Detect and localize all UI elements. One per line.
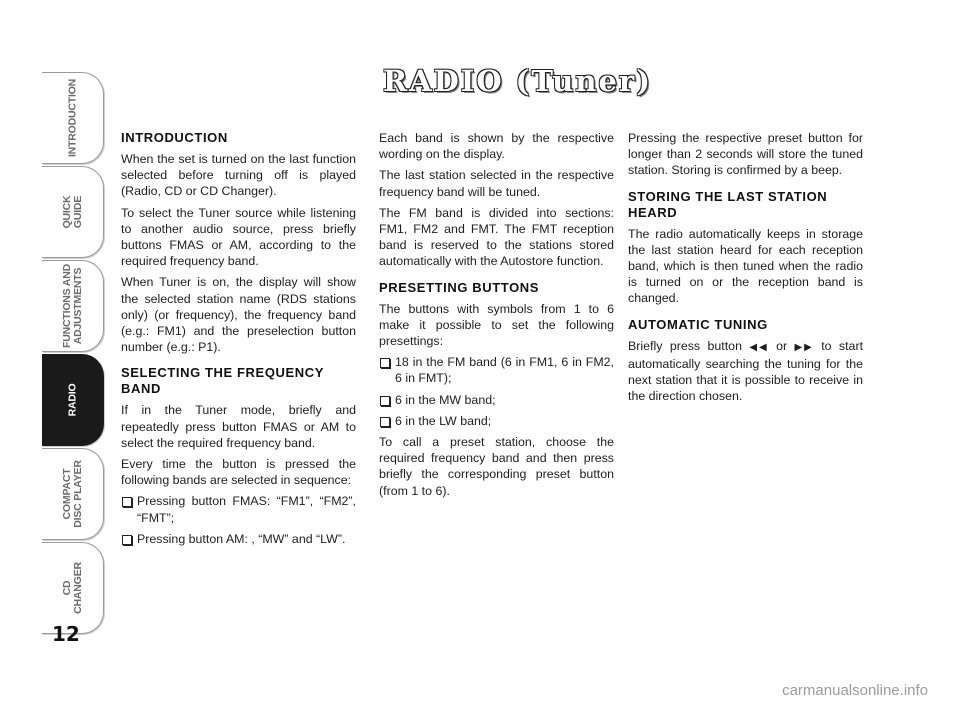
list-item-text: 6 in the MW band; — [395, 392, 496, 407]
paragraph: If in the Tuner mode, briefly and repeatedly press button FMAS or AM to select the required frequency band. — [121, 403, 356, 450]
list-item-text: Pressing button FMAS: “FM1”, “FM2”, “FMT”; — [137, 494, 356, 525]
text: or — [776, 338, 788, 353]
list-item-text: 6 in the LW band; — [395, 413, 492, 428]
checkbox-bullet-icon — [380, 396, 390, 406]
paragraph: When the set is turned on the last function selected before turning off is played (Radio, CD or CD Changer). — [121, 152, 356, 199]
tab-functions-and-adjustments[interactable] — [42, 260, 104, 352]
list-item — [121, 531, 356, 547]
paragraph: Every time the button is pressed the following bands are selected in sequence: — [121, 457, 356, 488]
tab-introduction[interactable] — [42, 72, 104, 164]
text: Briefly press button — [628, 338, 742, 353]
list-item-text: Pressing button AM: , “MW” and “LW”. — [137, 531, 346, 546]
paragraph: Each band is shown by the respective wording on the display. — [379, 131, 614, 162]
seek-back-icon: ◀◀ — [749, 341, 769, 353]
heading-storing-last-station: STORING THE LAST STATION HEARD — [628, 188, 828, 220]
column-3 — [628, 130, 863, 409]
heading-automatic-tuning: AUTOMATIC TUNING — [628, 316, 768, 332]
tab-compact-disc-player[interactable] — [42, 448, 104, 540]
tab-label: RADIO — [66, 383, 78, 417]
checkbox-bullet-icon — [380, 358, 390, 368]
paragraph: The buttons with symbols from 1 to 6 make it possible to set the following presettings: — [379, 301, 614, 349]
paragraph: The radio automatically keeps in storage the last station heard for each reception band, which is then tuned when the radio is turned on or the reception band is changed. — [628, 226, 863, 306]
page-title: RADIO (Tuner) — [383, 64, 652, 98]
tab-radio[interactable] — [42, 354, 104, 446]
list-item — [379, 392, 614, 408]
column-2 — [379, 130, 614, 504]
section-tabs — [42, 72, 104, 636]
heading-introduction: INTRODUCTION — [121, 130, 228, 145]
page-number: 12 — [52, 622, 80, 646]
tab-label: QUICK GUIDE — [60, 195, 84, 229]
tab-label: CD CHANGER — [60, 562, 84, 614]
paragraph: The last station selected in the respective frequency band will be tuned. — [379, 168, 614, 199]
text: to start automatically searching the tuning for the next station that it is possible to receive in the direction chosen. — [628, 338, 864, 404]
list-item-text: 18 in the FM band (6 in FM1, 6 in FM2, 6 in FMT); — [395, 355, 614, 386]
checkbox-bullet-icon — [380, 417, 390, 427]
tab-cd-changer[interactable] — [42, 542, 104, 634]
tab-label: FUNCTIONS AND ADJUSTMENTS — [60, 264, 84, 348]
paragraph-automatic-tuning — [628, 338, 863, 405]
checkbox-bullet-icon — [122, 497, 132, 507]
list-item — [379, 413, 614, 429]
seek-forward-icon: ▶▶ — [794, 341, 814, 353]
checkbox-bullet-icon — [122, 535, 132, 545]
column-1 — [121, 130, 356, 552]
paragraph: The FM band is divided into sections: FM1, FM2 and FMT. The FMT reception band is reserved to the stations stored automatically with the Autostore function. — [379, 205, 614, 269]
paragraph: Pressing the respective preset button for longer than 2 seconds will store the tuned station. Storing is confirmed by a beep. — [628, 131, 863, 178]
list-item — [379, 354, 614, 386]
list-item — [121, 493, 356, 525]
heading-selecting-band: SELECTING THE FREQUENCY BAND — [121, 365, 324, 397]
paragraph: When Tuner is on, the display will show the selected station name (RDS stations only) (or frequency), the frequency band (e.g.: FM1) and the preselection button number (e.g.: P1). — [121, 275, 356, 355]
heading-presetting-buttons: PRESETTING BUTTONS — [379, 279, 540, 295]
watermark: carmanualsonline.info — [782, 682, 928, 699]
paragraph: To call a preset station, choose the required frequency band and then press briefly the corresponding preset button (from 1 to 6). — [379, 435, 614, 498]
tab-label: COMPACT DISC PLAYER — [60, 460, 84, 528]
tab-label: INTRODUCTION — [66, 78, 78, 158]
tab-quick-guide[interactable] — [42, 166, 104, 258]
paragraph: To select the Tuner source while listening to another audio source, press briefly buttons FMAS or AM, according to the required frequency band. — [121, 205, 356, 269]
